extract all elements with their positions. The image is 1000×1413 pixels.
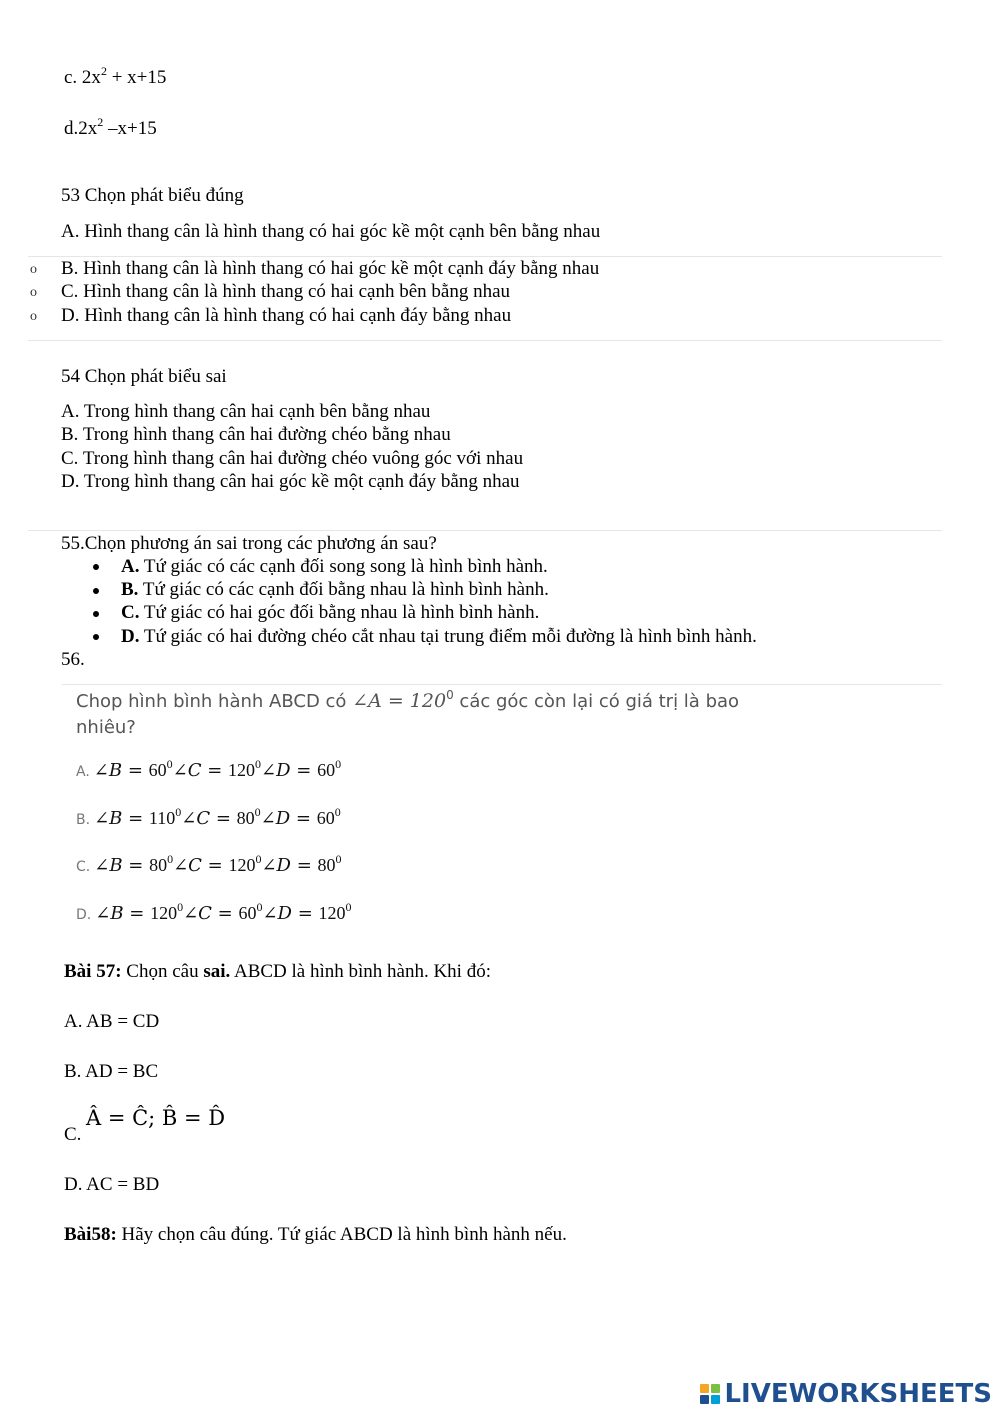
q56-prompt-line2: nhiêu? — [76, 717, 136, 738]
logo-text: LIVEWORKSHEETS — [724, 1379, 992, 1409]
q56-option-d: D. ∠B = $120^0\angle C$ = $60^0\angle D = 120^0$ — [76, 900, 352, 924]
q53-option-d: D. Hình thang cân là hình thang có hai cạnh đáy bằng nhau — [61, 305, 512, 326]
q57-option-d: D. AC = BD — [64, 1174, 160, 1195]
q56-prompt: Chop hình bình hành ABCD có ∠A = $120^0$ các góc còn lại có giá trị là bao — [76, 688, 740, 712]
divider — [62, 684, 942, 685]
q56-number: 56. — [61, 649, 85, 670]
q55-option-a: A. Tứ giác có các cạnh đối song song là hình bình hành. — [121, 556, 548, 577]
q54-option-a: A. Trong hình thang cân hai cạnh bên bằng nhau — [61, 401, 431, 422]
liveworksheets-logo[interactable] — [700, 1379, 992, 1409]
radio-icon[interactable]: o — [30, 285, 37, 300]
q53-title: 53 Chọn phát biểu đúng — [61, 185, 244, 206]
divider — [28, 530, 942, 531]
q54-title: 54 Chọn phát biểu sai — [61, 366, 227, 387]
bullet-icon — [93, 564, 99, 570]
q56-option-b: B. ∠B = $110^0\angle C$ = $80^0\angle D = 60^0$ — [76, 805, 341, 829]
divider — [28, 256, 942, 257]
q53-option-c: C. Hình thang cân là hình thang có hai cạnh bên bằng nhau — [61, 281, 511, 302]
q55-option-c: C. Tứ giác có hai góc đối bằng nhau là hình bình hành. — [121, 602, 540, 623]
q56-option-a: A. ∠B = $60^0\angle C$ = $120^0\angle D = 60^0$ — [76, 757, 342, 781]
q57-option-b: B. AD = BC — [64, 1061, 159, 1082]
q57-option-c-math: Â = Ĉ; B̂ = D̂ — [86, 1106, 226, 1130]
q55-option-d: D. Tứ giác có hai đường chéo cắt nhau tại trung điểm mỗi đường là hình bình hành. — [121, 626, 757, 647]
q54-option-d: D. Trong hình thang cân hai góc kề một cạnh đáy bằng nhau — [61, 471, 520, 492]
q57-option-c-letter: C. — [64, 1124, 82, 1145]
q54-option-c: C. Trong hình thang cân hai đường chéo vuông góc với nhau — [61, 448, 524, 469]
radio-icon[interactable]: o — [30, 262, 37, 277]
q57-title: Bài 57: Chọn câu sai. ABCD là hình bình hành. Khi đó: — [64, 961, 491, 982]
q55-option-b: B. Tứ giác có các cạnh đối bằng nhau là hình bình hành. — [121, 579, 549, 600]
q55-title: 55.Chọn phương án sai trong các phương án sau? — [61, 533, 437, 554]
q58-title: Bài58: Hãy chọn câu đúng. Tứ giác ABCD là hình bình hành nếu. — [64, 1224, 567, 1245]
q52-option-d: $d.2x^2$ –x+15 — [64, 115, 157, 139]
bullet-icon — [93, 634, 99, 640]
q54-option-b: B. Trong hình thang cân hai đường chéo bằng nhau — [61, 424, 451, 445]
q57-option-a: A. AB = CD — [64, 1011, 160, 1032]
q56-option-c: C. ∠B = $80^0\angle C$ = $120^0\angle D = 80^0$ — [76, 852, 342, 876]
radio-icon[interactable]: o — [30, 309, 37, 324]
logo-mark-icon — [700, 1384, 720, 1404]
bullet-icon — [93, 588, 99, 594]
q53-option-b: B. Hình thang cân là hình thang có hai góc kề một cạnh đáy bằng nhau — [61, 258, 600, 279]
bullet-icon — [93, 611, 99, 617]
q53-option-a: A. Hình thang cân là hình thang có hai góc kề một cạnh bên bằng nhau — [61, 221, 601, 242]
divider — [28, 340, 942, 341]
q52-option-c: c. $2x^2 + x+15$ — [64, 64, 167, 88]
